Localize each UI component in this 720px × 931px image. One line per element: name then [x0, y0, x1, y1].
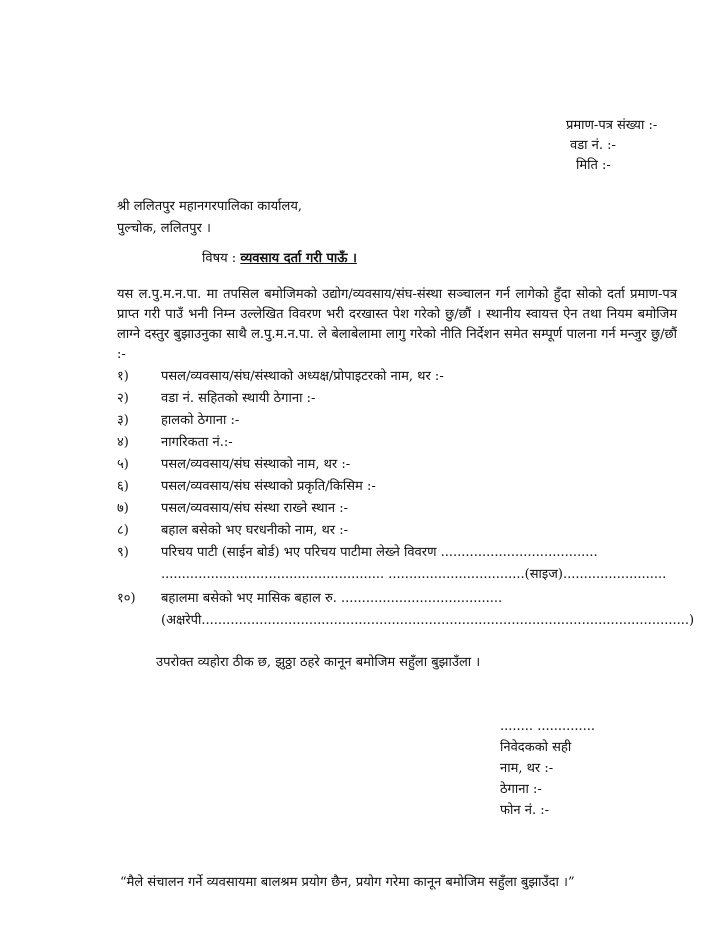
intro-paragraph: यस ल.पु.म.न.पा. मा तपसिल बमोजिमको उद्योग/व्यवसाय/संघ-संस्था सञ्चालन गर्न लागेको हुँदा सोको दर्ता प्रमाण-पत्र प्राप्त गरी पाउँ भनी निम्न उल्लेखित विवरण भरी दरखास्त पेश गरेको छु/छौं । स्थानीय स्वायत्त ऐन तथा नियम बमोजिम लाग्ने दस्तुर बुझाउनुका साथै ल.पु.म.न.पा. ले बेलाबेलामा लागु गरेको नीति निर्देशन समेत सम्पूर्ण पालना गर्न मन्जुर छु/छौं :- [117, 287, 677, 362]
signature-line: ........ .............. [500, 719, 596, 734]
address-line-1: श्री ललितपुर महानगरपालिका कार्यालय, [117, 199, 302, 214]
item-text: नागरिकता नं.:- [161, 435, 233, 450]
item-number: ९) [117, 545, 129, 560]
item-number: ४) [117, 435, 129, 450]
date-label: मिति :- [576, 158, 611, 173]
subject-label: विषय : [202, 251, 237, 266]
certificate-number-label: प्रमाण-पत्र संख्या :- [566, 118, 658, 133]
item-text: बहालमा बसेको भए मासिक बहाल रु. ....................................... [161, 591, 503, 606]
item-number: ६) [117, 479, 129, 494]
item-number: ७) [117, 501, 129, 516]
item-text: पसल/व्यवसाय/संघ संस्था राख्ने स्थान :- [161, 501, 348, 516]
applicant-name-label: नाम, थर :- [500, 761, 554, 776]
item-text: ...................................................... .................................(साइज)......................... [161, 567, 667, 582]
item-text: परिचय पाटी (साईन बोर्ड) भए परिचय पाटीमा लेख्ने विवरण ...................................... [161, 545, 598, 560]
item-number: ५) [117, 457, 129, 472]
recipient-address [117, 196, 302, 240]
item-number: २) [117, 391, 129, 406]
applicant-phone-label: फोन नं. :- [500, 803, 549, 818]
address-line-2: पुल्चोक, ललितपुर । [117, 221, 211, 236]
item-text: (अक्षरेपी......................................................................................................................) [161, 613, 695, 628]
applicant-address-label: ठेगाना :- [500, 782, 542, 797]
item-number: १०) [117, 591, 136, 606]
subject-value: व्यवसाय दर्ता गरी पाऊँ । [240, 251, 357, 266]
item-text: पसल/व्यवसाय/संघ संस्थाको नाम, थर :- [161, 457, 351, 472]
item-number: १) [117, 369, 129, 384]
item-number: ८) [117, 523, 129, 538]
applicant-signature-label: निवेदकको सही [500, 740, 572, 755]
item-text: पसल/व्यवसाय/संघ संस्थाको प्रकृति/किसिम :- [161, 479, 376, 494]
item-text: हालको ठेगाना :- [161, 413, 240, 428]
item-text: पसल/व्यवसाय/संघ/संस्थाको अध्यक्ष/प्रोपाइटरको नाम, थर :- [161, 369, 444, 384]
signature-block [500, 716, 595, 821]
item-number: ३) [117, 413, 129, 428]
item-text: बहाल बसेको भए घरधनीको नाम, थर :- [161, 523, 349, 538]
ward-number-label: वडा नं. :- [570, 138, 616, 153]
child-labour-declaration: “मैले संचालन गर्ने व्यवसायमा बालश्रम प्रयोग छैन, प्रयोग गरेमा कानून बमोजिम सहुँला बुझाउँदा ।” [120, 875, 575, 890]
certificate-header [566, 116, 657, 176]
subject-line [202, 248, 357, 266]
declaration-statement: उपरोक्त व्यहोरा ठीक छ, झुठ्ठा ठहरे कानून बमोजिम सहुँला बुझाउँला । [156, 655, 481, 670]
item-text: वडा नं. सहितको स्थायी ठेगाना :- [161, 391, 316, 406]
